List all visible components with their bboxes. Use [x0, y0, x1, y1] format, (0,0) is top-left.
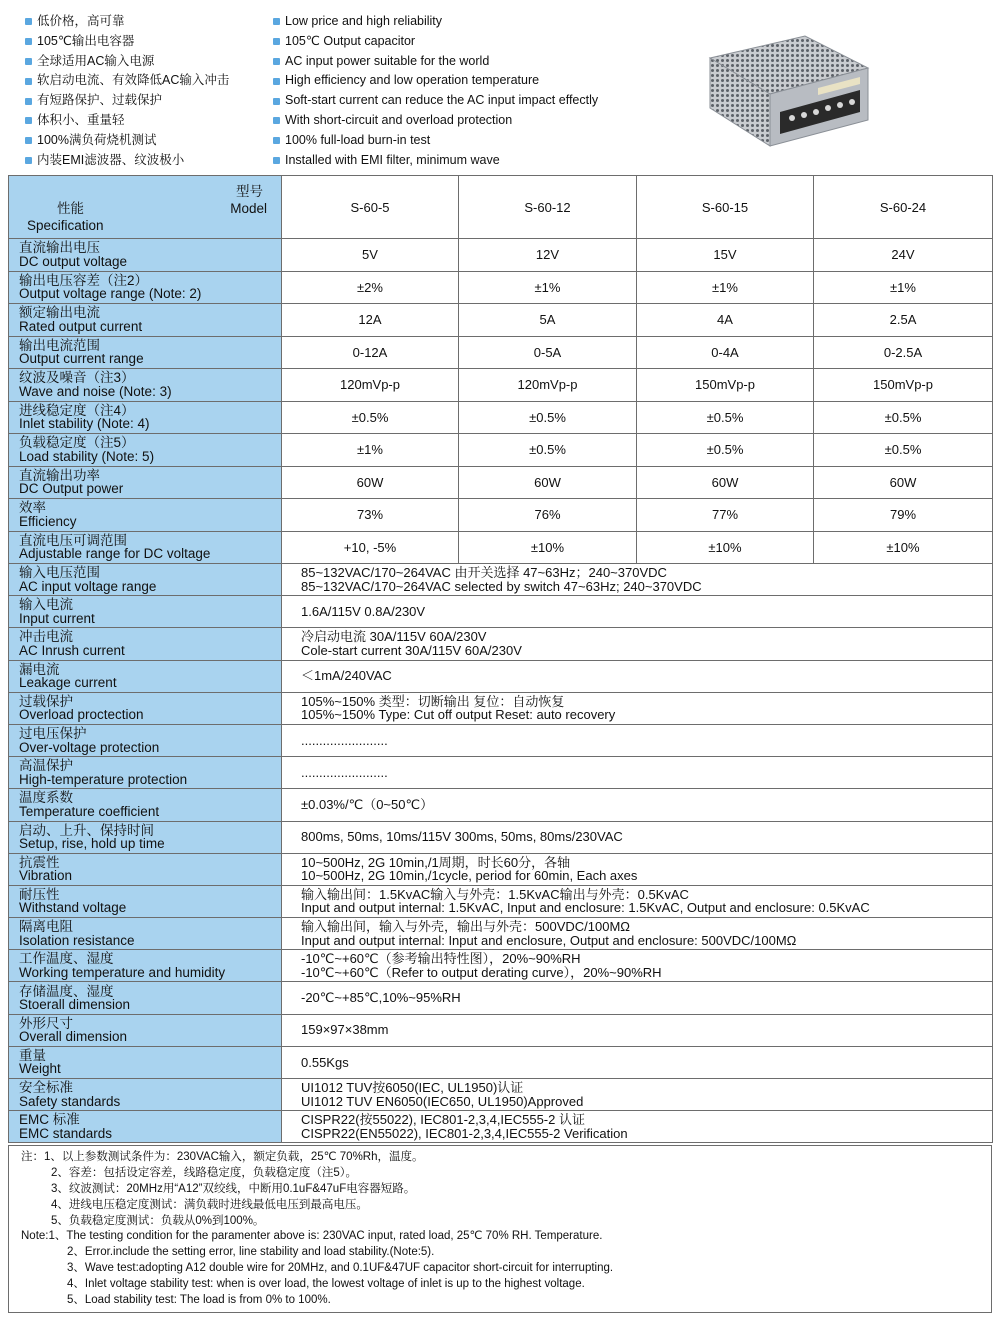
feature-text: 100% full-load burn-in test: [285, 132, 431, 147]
row-label: [9, 434, 282, 467]
table-row: [9, 564, 993, 596]
note-line: 3、纹波测试：20MHz用“A12”双绞线，中断用0.1uF&47uF电容器短路。: [51, 1182, 416, 1195]
row-label: [9, 757, 282, 789]
table-row: [9, 1111, 993, 1143]
table-row: [9, 885, 993, 917]
model-name: S-60-15: [637, 176, 814, 239]
row-label: [9, 596, 282, 628]
row-label-cn: 工作温度、湿度: [19, 951, 114, 967]
model-label-cn: 型号: [236, 184, 263, 199]
row-label: [9, 692, 282, 724]
row-label-cn: 输入电压范围: [19, 565, 100, 581]
model-label-en: Model: [230, 201, 267, 216]
value-line: ........................: [301, 764, 388, 780]
cell-value: 0-2.5A: [814, 336, 993, 369]
row-label-en: Rated output current: [19, 318, 143, 334]
cell-value: 4A: [637, 304, 814, 337]
row-label-en: Isolation resistance: [19, 932, 135, 948]
feature-text: 内装EMI滤波器、纹波极小: [37, 152, 185, 167]
cell-value: 60W: [814, 466, 993, 499]
table-row: [9, 982, 993, 1014]
table-row: [9, 1014, 993, 1046]
cell-value: 73%: [282, 499, 459, 532]
row-label-cn: 效率: [19, 500, 46, 516]
note-line: Note:1、The testing condition for the paramenter above is: 230VAC input, rated load, 25℃ 70% RH. Temperature.: [21, 1230, 603, 1243]
bullet-icon: [273, 78, 280, 85]
cell-value: ±2%: [282, 271, 459, 304]
table-row: [9, 789, 993, 821]
cell-value: ±0.5%: [459, 434, 637, 467]
cell-value: 2.5A: [814, 304, 993, 337]
spec-label-cn: 性能: [57, 201, 84, 216]
cell-value: [282, 918, 993, 950]
spec-table: [8, 175, 993, 1143]
table-row: [9, 1046, 993, 1078]
cell-value: ±0.5%: [637, 401, 814, 434]
value-line: 输入输出间，输入与外壳，输出与外壳：500VDC/100MΩ: [301, 919, 630, 935]
row-label: [9, 1079, 282, 1111]
feature-text: 105℃ Output capacitor: [285, 33, 416, 48]
row-label-cn: EMC 标准: [19, 1112, 80, 1128]
cell-value: ±1%: [282, 434, 459, 467]
feature-item: [273, 91, 733, 111]
cell-value: ±0.5%: [637, 434, 814, 467]
bullet-icon: [273, 98, 280, 105]
row-label: [9, 821, 282, 853]
cell-value: ±10%: [637, 531, 814, 564]
row-label-en: Over-voltage protection: [19, 739, 160, 755]
feature-item: [25, 91, 265, 111]
value-line: 10~500Hz, 2G 10min,/1cycle, period for 60min, Each axes: [301, 868, 638, 884]
row-label-cn: 输出电压容差（注2）: [19, 272, 149, 288]
feature-list: [25, 12, 725, 172]
value-line: 输入输出间：1.5KvAC输入与外壳：1.5KvAC输出与外壳：0.5KvAC: [301, 886, 689, 902]
note-line: 4、Inlet voltage stability test: when is over load, the lowest voltage of inlet is up to the highest voltage.: [67, 1278, 585, 1291]
feature-text: Low price and high reliability: [285, 14, 443, 28]
cell-value: 60W: [637, 466, 814, 499]
feature-item: [25, 12, 265, 32]
row-label-en: Stoerall dimension: [19, 997, 131, 1013]
cell-value: 150mVp-p: [814, 369, 993, 402]
feature-text: 低价格，高可靠: [37, 14, 125, 28]
row-label-cn: 高温保护: [19, 758, 73, 774]
feature-item: [25, 111, 265, 131]
row-label-en: Leakage current: [19, 675, 117, 691]
row-label-cn: 负载稳定度（注5）: [19, 435, 135, 451]
row-label: [9, 724, 282, 756]
cell-value: [282, 1079, 993, 1111]
value-line: UI1012 TUV EN6050(IEC650, UL1950)Approved: [301, 1093, 584, 1109]
table-row: [9, 336, 993, 369]
row-label: [9, 982, 282, 1014]
row-label-cn: 直流电压可调范围: [19, 532, 127, 548]
value-line: 85~132VAC/170~264VAC 由开关选择 47~63Hz；240~370VDC: [301, 565, 667, 581]
table-row: [9, 401, 993, 434]
value-line: -10℃~+60℃（参考输出特性图），20%~90%RH: [301, 951, 581, 967]
row-label: [9, 789, 282, 821]
bullet-icon: [25, 78, 32, 85]
row-label-en: AC Inrush current: [19, 642, 125, 658]
bullet-icon: [273, 58, 280, 65]
cell-value: [282, 853, 993, 885]
value-line: 85~132VAC/170~264VAC selected by switch 47~63Hz; 240~370VDC: [301, 578, 702, 594]
feature-text: 全球适用AC输入电源: [37, 53, 155, 68]
row-label-en: High-temperature protection: [19, 771, 188, 787]
row-label-en: Setup, rise, hold up time: [19, 836, 165, 852]
cell-value: ±10%: [814, 531, 993, 564]
row-label: [9, 401, 282, 434]
row-label: [9, 950, 282, 982]
row-label-en: Safety standards: [19, 1093, 121, 1109]
cell-value: 60W: [459, 466, 637, 499]
feature-text: Soft-start current can reduce the AC input impact effectly: [285, 93, 599, 108]
row-label: [9, 531, 282, 564]
row-label-cn: 漏电流: [19, 661, 60, 677]
row-label: [9, 499, 282, 532]
row-label: [9, 885, 282, 917]
cell-value: ±0.5%: [814, 434, 993, 467]
note-line: 5、Load stability test: The load is from 0% to 100%.: [67, 1294, 331, 1307]
note-line: 2、Error.include the setting error, line stability and load stability.(Note:5).: [67, 1246, 435, 1259]
value-line: Cole-start current 30A/115V 60A/230V: [301, 642, 522, 658]
table-row: [9, 271, 993, 304]
table-header-row: [9, 176, 993, 239]
model-name: S-60-5: [282, 176, 459, 239]
bullet-icon: [273, 38, 280, 45]
row-label: [9, 853, 282, 885]
table-row: [9, 239, 993, 272]
row-label-en: EMC standards: [19, 1125, 113, 1141]
feature-item: [25, 151, 265, 171]
row-label: [9, 918, 282, 950]
feature-item: [25, 131, 265, 151]
bullet-icon: [25, 137, 32, 144]
row-label-cn: 隔离电阻: [19, 919, 73, 935]
cell-value: [282, 1046, 993, 1078]
table-row: [9, 724, 993, 756]
value-line: ＜1mA/240VAC: [301, 668, 392, 684]
feature-item: [273, 52, 733, 72]
table-row: [9, 628, 993, 660]
table-row: [9, 660, 993, 692]
table-row: [9, 466, 993, 499]
row-label-en: Adjustable range for DC voltage: [19, 546, 211, 562]
value-line: 10~500Hz, 2G 10min,/1周期，时长60分，各轴: [301, 854, 571, 870]
table-row: [9, 596, 993, 628]
row-label-cn: 输出电流范围: [19, 337, 100, 353]
row-label-cn: 外形尺寸: [19, 1015, 73, 1031]
feature-text: Installed with EMI filter, minimum wave: [285, 152, 500, 167]
bullet-icon: [273, 137, 280, 144]
cell-value: 0-12A: [282, 336, 459, 369]
row-label-cn: 过电压保护: [19, 726, 87, 742]
feature-list-english: [273, 12, 733, 170]
cell-value: 0-4A: [637, 336, 814, 369]
feature-text: With short-circuit and overload protection: [285, 112, 513, 127]
table-row: [9, 369, 993, 402]
cell-value: [282, 692, 993, 724]
feature-item: [273, 71, 733, 91]
row-label: [9, 564, 282, 596]
row-label-en: DC output voltage: [19, 253, 128, 269]
table-row: [9, 434, 993, 467]
row-label-en: Working temperature and humidity: [19, 964, 226, 980]
value-line: UI1012 TUV按6050(IEC, UL1950)认证: [301, 1080, 524, 1096]
row-label-en: Temperature coefficient: [19, 803, 160, 819]
bullet-icon: [273, 18, 280, 25]
spec-label-en: Specification: [27, 218, 104, 233]
row-label-cn: 纹波及噪音（注3）: [19, 370, 135, 386]
table-row: [9, 821, 993, 853]
cell-value: [282, 789, 993, 821]
row-label: [9, 1046, 282, 1078]
cell-value: [282, 982, 993, 1014]
row-label-cn: 启动、上升、保持时间: [19, 822, 154, 838]
cell-value: ±0.5%: [814, 401, 993, 434]
cell-value: [282, 757, 993, 789]
cell-value: ±1%: [459, 271, 637, 304]
value-line: CISPR22(EN55022), IEC801-2,3,4,IEC555-2 Verification: [301, 1125, 628, 1141]
value-line: 159×97×38mm: [301, 1022, 389, 1038]
cell-value: [282, 1111, 993, 1143]
value-line: Input and output internal: Input and enclosure, Output and enclosure: 500VDC/100MΩ: [301, 932, 797, 948]
row-label-cn: 冲击电流: [19, 629, 73, 645]
row-label: [9, 239, 282, 272]
cell-value: 76%: [459, 499, 637, 532]
value-line: 800ms, 50ms, 10ms/115V 300ms, 50ms, 80ms/230VAC: [301, 829, 623, 845]
row-label-cn: 进线稳定度（注4）: [19, 402, 135, 418]
row-label: [9, 1111, 282, 1143]
cell-value: [282, 1014, 993, 1046]
feature-text: AC input power suitable for the world: [285, 53, 490, 68]
cell-value: 120mVp-p: [459, 369, 637, 402]
cell-value: [282, 950, 993, 982]
row-label-en: Wave and noise (Note: 3): [19, 383, 172, 399]
cell-value: [282, 821, 993, 853]
value-line: 105%~150% 类型：切断输出 复位：自动恢复: [301, 693, 565, 709]
feature-list-chinese: [25, 12, 265, 170]
row-label-cn: 抗震性: [19, 854, 60, 870]
feature-text: 100%满负荷烧机测试: [37, 132, 157, 147]
row-label-en: Overall dimension: [19, 1029, 128, 1045]
table-row: [9, 757, 993, 789]
bullet-icon: [273, 117, 280, 124]
table-row: [9, 499, 993, 532]
bullet-icon: [273, 157, 280, 164]
value-line: Input and output internal: 1.5KvAC, Input and enclosure: 1.5KvAC, Output and enclosure: 0.5KvAC: [301, 900, 870, 916]
cell-value: ±0.5%: [459, 401, 637, 434]
row-label-cn: 过载保护: [19, 693, 73, 709]
cell-value: ±0.5%: [282, 401, 459, 434]
row-label-en: Overload proctection: [19, 707, 144, 723]
feature-item: [273, 151, 733, 171]
row-label-cn: 额定输出电流: [19, 305, 100, 321]
row-label-en: Efficiency: [19, 513, 77, 529]
row-label-en: Load stability (Note: 5): [19, 448, 155, 464]
value-line: -20℃~+85℃,10%~95%RH: [301, 990, 461, 1006]
row-label-en: Output voltage range (Note: 2): [19, 286, 202, 302]
feature-text: 105℃输出电容器: [37, 33, 135, 48]
row-label-cn: 重量: [19, 1047, 46, 1063]
note-line: 3、Wave test:adopting A12 double wire for 20MHz, and 0.1UF&47UF capacitor short-circuit for interrupting.: [67, 1262, 614, 1275]
cell-value: 5A: [459, 304, 637, 337]
table-row: [9, 853, 993, 885]
bullet-icon: [25, 38, 32, 45]
row-label-cn: 温度系数: [19, 790, 73, 806]
table-row: [9, 692, 993, 724]
value-line: ........................: [301, 732, 388, 748]
table-row: [9, 918, 993, 950]
feature-text: 软启动电流、有效降低AC输入冲击: [37, 73, 230, 88]
table-row: [9, 1079, 993, 1111]
cell-value: [282, 564, 993, 596]
cell-value: 77%: [637, 499, 814, 532]
row-label: [9, 628, 282, 660]
row-label-cn: 安全标准: [19, 1080, 73, 1096]
note-line: 2、容差：包括设定容差，线路稳定度，负载稳定度（注5）。: [51, 1166, 358, 1179]
feature-text: High efficiency and low operation temperature: [285, 73, 540, 88]
bullet-icon: [25, 98, 32, 105]
row-label-en: Output current range: [19, 351, 144, 367]
cell-value: [282, 628, 993, 660]
row-label-en: Vibration: [19, 868, 73, 884]
row-label-en: AC input voltage range: [19, 578, 157, 594]
feature-item: [273, 111, 733, 131]
note-line: 5、负载稳定度测试：负载从0%到100%。: [51, 1214, 265, 1227]
bullet-icon: [25, 117, 32, 124]
value-line: 105%~150% Type: Cut off output Reset: auto recovery: [301, 707, 616, 723]
feature-item: [25, 52, 265, 72]
notes-section: [8, 1145, 992, 1313]
cell-value: ±10%: [459, 531, 637, 564]
row-label: [9, 336, 282, 369]
feature-item: [273, 131, 733, 151]
cell-value: 150mVp-p: [637, 369, 814, 402]
feature-item: [25, 32, 265, 52]
cell-value: 120mVp-p: [282, 369, 459, 402]
cell-value: [282, 596, 993, 628]
row-label: [9, 660, 282, 692]
row-label-cn: 输入电流: [19, 597, 73, 613]
cell-value: ±1%: [814, 271, 993, 304]
power-supply-product-image: [700, 28, 870, 156]
header-label-cell: [9, 176, 282, 239]
feature-item: [273, 12, 733, 32]
row-label-en: Withstand voltage: [19, 900, 127, 916]
table-row: [9, 950, 993, 982]
note-line: 4、进线电压稳定度测试：满负载时进线最低电压到最高电压。: [51, 1198, 368, 1211]
model-name: S-60-24: [814, 176, 993, 239]
value-line: ±0.03%/℃（0~50℃）: [301, 797, 434, 813]
value-line: 0.55Kgs: [301, 1054, 349, 1070]
row-label: [9, 369, 282, 402]
row-label-en: DC Output power: [19, 481, 124, 497]
note-line: 注：1、以上参数测试条件为：230VAC输入，额定负载，25℃ 70%Rh，温度。: [21, 1151, 424, 1163]
cell-value: 0-5A: [459, 336, 637, 369]
row-label-cn: 存储温度、湿度: [19, 983, 114, 999]
cell-value: 24V: [814, 239, 993, 272]
cell-value: 5V: [282, 239, 459, 272]
bullet-icon: [25, 58, 32, 65]
cell-value: [282, 660, 993, 692]
row-label-en: Weight: [19, 1061, 61, 1077]
row-label-cn: 直流输出功率: [19, 467, 100, 483]
cell-value: 12A: [282, 304, 459, 337]
value-line: -10℃~+60℃（Refer to output derating curve），20%~90%RH: [301, 964, 662, 980]
row-label-en: Input current: [19, 610, 95, 626]
row-label-en: Inlet stability (Note: 4): [19, 416, 150, 432]
bullet-icon: [25, 18, 32, 25]
feature-text: 有短路保护、过载保护: [37, 93, 163, 108]
row-label: [9, 304, 282, 337]
row-label: [9, 1014, 282, 1046]
value-line: 1.6A/115V 0.8A/230V: [301, 604, 426, 620]
value-line: 冷启动电流 30A/115V 60A/230V: [301, 629, 487, 645]
cell-value: ±1%: [637, 271, 814, 304]
row-label-cn: 直流输出电压: [19, 240, 100, 256]
model-name: S-60-12: [459, 176, 637, 239]
cell-value: 15V: [637, 239, 814, 272]
cell-value: [282, 885, 993, 917]
row-label-cn: 耐压性: [19, 886, 60, 902]
cell-value: 60W: [282, 466, 459, 499]
feature-item: [273, 32, 733, 52]
table-row: [9, 531, 993, 564]
value-line: CISPR22(按55022), IEC801-2,3,4,IEC555-2 认证: [301, 1112, 585, 1128]
feature-text: 体积小、重量轻: [37, 112, 125, 127]
table-row: [9, 304, 993, 337]
row-label: [9, 466, 282, 499]
cell-value: +10, -5%: [282, 531, 459, 564]
bullet-icon: [25, 157, 32, 164]
cell-value: [282, 724, 993, 756]
feature-item: [25, 71, 265, 91]
cell-value: 12V: [459, 239, 637, 272]
cell-value: 79%: [814, 499, 993, 532]
row-label: [9, 271, 282, 304]
